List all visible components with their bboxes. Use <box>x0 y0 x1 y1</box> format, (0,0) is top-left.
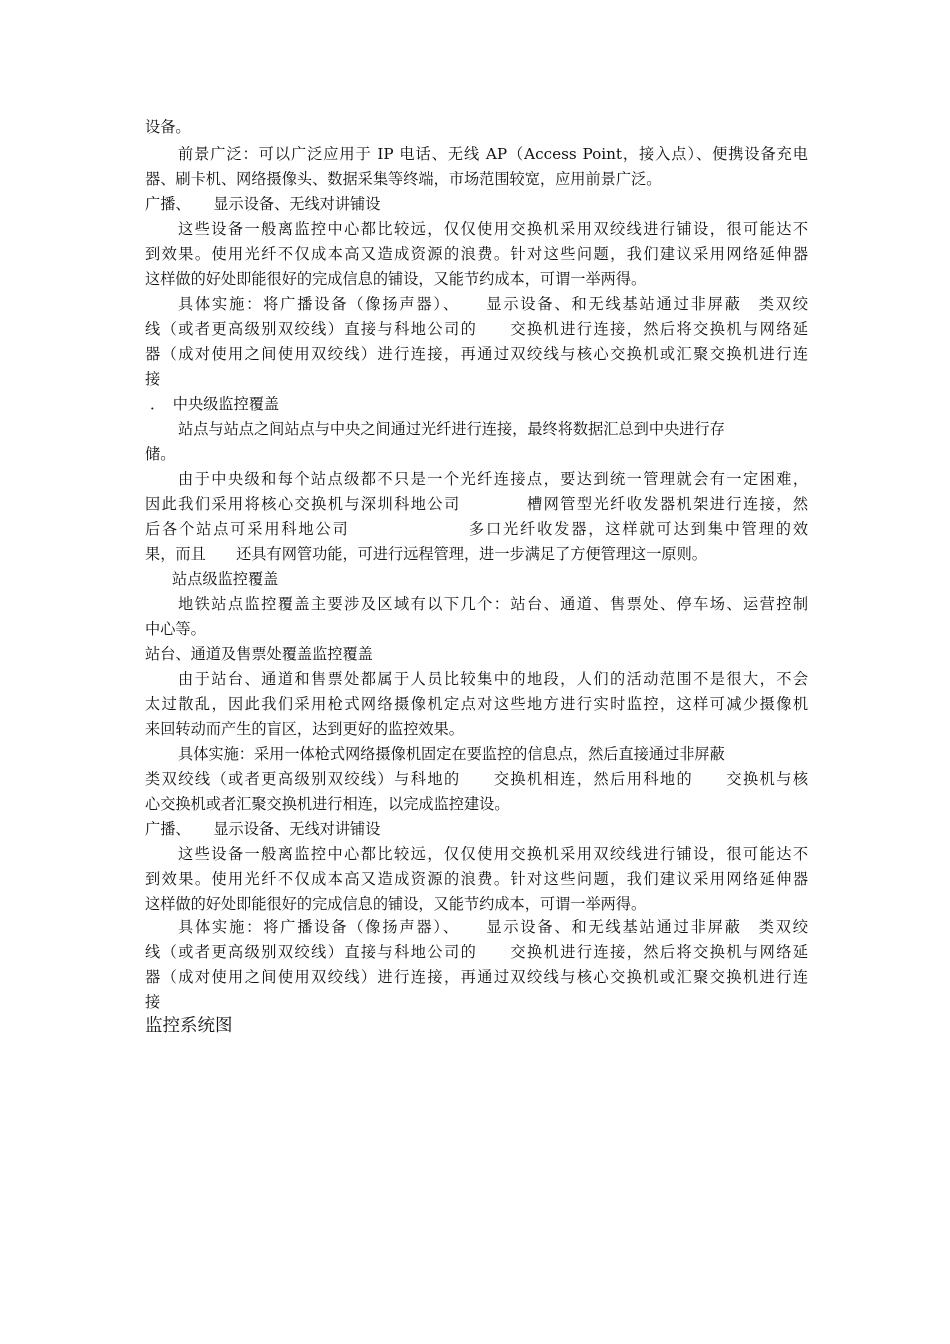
text-line: 这样做的好处即能很好的完成信息的铺设，又能节约成本，可谓一举两得。 <box>145 895 647 913</box>
text-line: 后各个站点可采用科地公司 多口光纤收发器，这样就可达到集中管理的效 <box>145 520 808 538</box>
text-line: 这些设备一般离监控中心都比较远，仅仅使用交换机采用双绞线进行铺设，很可能达不 <box>178 220 808 238</box>
text-line: 这样做的好处即能很好的完成信息的铺设，又能节约成本，可谓一举两得。 <box>145 270 647 288</box>
text-line: 器（成对使用之间使用双绞线）进行连接，再通过双绞线与核心交换机或汇聚交换机进行连 <box>145 345 808 363</box>
text-line: 器、刷卡机、网络摄像头、数据采集等终端，市场范围较宽，应用前景广泛。 <box>145 170 662 188</box>
text-line: 线（或者更高级别双绞线）直接与科地公司的 交换机进行连接，然后将交换机与网络延 <box>145 320 808 338</box>
text-line: 接 <box>145 370 161 388</box>
section-heading: 站台、通道及售票处覆盖监控覆盖 <box>145 645 373 663</box>
figure-caption: 监控系统图 <box>145 1016 233 1036</box>
section-heading: ． 中央级监控覆盖 <box>150 395 280 413</box>
section-heading: 站点级监控覆盖 <box>172 570 279 588</box>
text-line: 到效果。使用光纤不仅成本高又造成资源的浪费。针对这些问题，我们建议采用网络延伸器 <box>145 245 808 263</box>
text-line: 太过散乱，因此我们采用枪式网络摄像机定点对这些地方进行实时监控，这样可减少摄像机 <box>145 695 808 713</box>
text-line: 前景广泛：可以广泛应用于 IP 电话、无线 AP（Access Point，接入点）、便携设备充电 <box>178 145 808 163</box>
text-line: 线（或者更高级别双绞线）直接与科地公司的 交换机进行连接，然后将交换机与网络延 <box>145 943 808 961</box>
text-line: 具体实施：将广播设备（像扬声器）、 显示设备、和无线基站通过非屏蔽 类双绞 <box>178 918 808 936</box>
text-line: 来回转动而产生的盲区，达到更好的监控效果。 <box>145 720 464 738</box>
text-line: 储。 <box>145 445 176 463</box>
section-heading: 广播、 显示设备、无线对讲铺设 <box>145 195 381 213</box>
text-line: 接 <box>145 993 161 1011</box>
text-line: 地铁站点监控覆盖主要涉及区域有以下几个：站台、通道、售票处、停车场、运营控制 <box>178 595 808 613</box>
text-line: 由于中央级和每个站点级都不只是一个光纤连接点，要达到统一管理就会有一定困难， <box>178 470 808 488</box>
text-line: 器（成对使用之间使用双绞线）进行连接，再通过双绞线与核心交换机或汇聚交换机进行连 <box>145 968 808 986</box>
text-line: 中心等。 <box>145 620 206 638</box>
text-line: 到效果。使用光纤不仅成本高又造成资源的浪费。针对这些问题，我们建议采用网络延伸器 <box>145 870 808 888</box>
text-line: 因此我们采用将核心交换机与深圳科地公司 槽网管型光纤收发器机架进行连接，然 <box>145 495 808 513</box>
text-line: 具体实施：采用一体枪式网络摄像机固定在要监控的信息点，然后直接通过非屏蔽 <box>178 745 725 763</box>
text-line: 站点与站点之间站点与中央之间通过光纤进行连接，最终将数据汇总到中央进行存 <box>178 420 725 438</box>
text-line: 具体实施：将广播设备（像扬声器）、 显示设备、和无线基站通过非屏蔽 类双绞 <box>178 295 808 313</box>
text-line: 类双绞线（或者更高级别双绞线）与科地的 交换机相连，然后用科地的 交换机与核 <box>145 770 808 788</box>
section-heading: 广播、 显示设备、无线对讲铺设 <box>145 820 381 838</box>
text-line: 果，而且 还具有网管功能，可进行远程管理，进一步满足了方便管理这一原则。 <box>145 545 707 563</box>
text-line: 这些设备一般离监控中心都比较远，仅仅使用交换机采用双绞线进行铺设，很可能达不 <box>178 845 808 863</box>
text-line: 心交换机或者汇聚交换机进行相连，以完成监控建设。 <box>145 795 510 813</box>
text-line: 设备。 <box>145 118 191 136</box>
text-line: 由于站台、通道和售票处都属于人员比较集中的地段，人们的活动范围不是很大，不会 <box>178 670 808 688</box>
